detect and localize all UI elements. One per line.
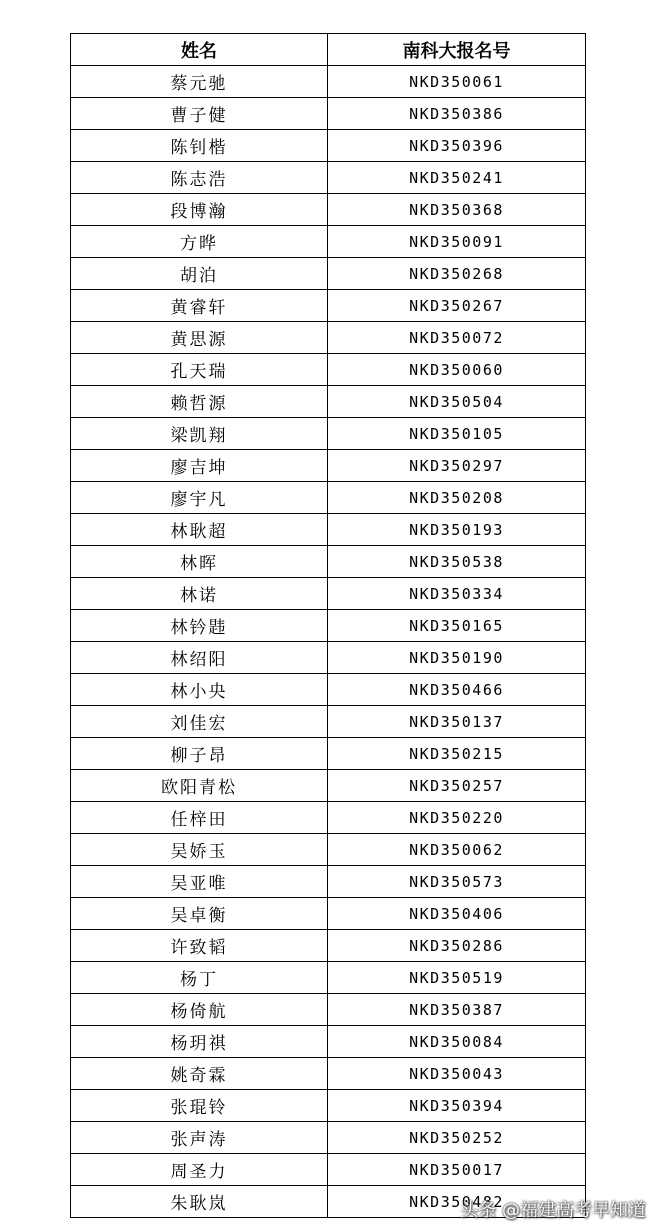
cell-reg-no: NKD350538 [328, 546, 586, 578]
cell-name: 林绍阳 [71, 642, 328, 674]
cell-reg-no: NKD350482 [328, 1186, 586, 1218]
table-row [71, 930, 586, 962]
table-row [71, 1122, 586, 1154]
table-row [71, 578, 586, 610]
cell-name: 刘佳宏 [71, 706, 328, 738]
table-row [71, 98, 586, 130]
table-row [71, 1154, 586, 1186]
cell-reg-no: NKD350165 [328, 610, 586, 642]
cell-name: 周圣力 [71, 1154, 328, 1186]
table-row [71, 130, 586, 162]
cell-name: 欧阳青松 [71, 770, 328, 802]
cell-reg-no: NKD350267 [328, 290, 586, 322]
table-row [71, 962, 586, 994]
table-row [71, 514, 586, 546]
table-row [71, 1026, 586, 1058]
table-row [71, 450, 586, 482]
cell-name: 吴娇玉 [71, 834, 328, 866]
table-row [71, 386, 586, 418]
cell-name: 方晔 [71, 226, 328, 258]
cell-name: 林小央 [71, 674, 328, 706]
table-row [71, 1090, 586, 1122]
cell-reg-no: NKD350406 [328, 898, 586, 930]
cell-name: 林钤韪 [71, 610, 328, 642]
column-header-reg-no: 南科大报名号 [328, 34, 586, 66]
cell-reg-no: NKD350215 [328, 738, 586, 770]
cell-name: 张琨铃 [71, 1090, 328, 1122]
cell-name: 陈志浩 [71, 162, 328, 194]
cell-reg-no: NKD350394 [328, 1090, 586, 1122]
cell-reg-no: NKD350084 [328, 1026, 586, 1058]
cell-name: 许致韬 [71, 930, 328, 962]
cell-reg-no: NKD350286 [328, 930, 586, 962]
cell-name: 黄睿轩 [71, 290, 328, 322]
cell-reg-no: NKD350208 [328, 482, 586, 514]
cell-reg-no: NKD350504 [328, 386, 586, 418]
table-row [71, 1058, 586, 1090]
cell-reg-no: NKD350220 [328, 802, 586, 834]
cell-name: 廖吉坤 [71, 450, 328, 482]
cell-name: 林晖 [71, 546, 328, 578]
cell-name: 蔡元驰 [71, 66, 328, 98]
cell-reg-no: NKD350105 [328, 418, 586, 450]
cell-name: 孔天瑞 [71, 354, 328, 386]
cell-name: 吴亚唯 [71, 866, 328, 898]
cell-name: 张声涛 [71, 1122, 328, 1154]
cell-name: 任梓田 [71, 802, 328, 834]
table-row [71, 642, 586, 674]
cell-reg-no: NKD350193 [328, 514, 586, 546]
cell-reg-no: NKD350241 [328, 162, 586, 194]
table-row [71, 226, 586, 258]
cell-reg-no: NKD350466 [328, 674, 586, 706]
table-row [71, 258, 586, 290]
table-row [71, 674, 586, 706]
cell-name: 吴卓衡 [71, 898, 328, 930]
cell-reg-no: NKD350386 [328, 98, 586, 130]
table-row [71, 866, 586, 898]
table-row [71, 322, 586, 354]
table-header-row [71, 34, 586, 66]
cell-name: 廖宇凡 [71, 482, 328, 514]
cell-reg-no: NKD350072 [328, 322, 586, 354]
table-row [71, 834, 586, 866]
cell-name: 胡泊 [71, 258, 328, 290]
table-row [71, 738, 586, 770]
table-row [71, 194, 586, 226]
table-row [71, 482, 586, 514]
cell-name: 段博瀚 [71, 194, 328, 226]
cell-name: 柳子昂 [71, 738, 328, 770]
column-header-name: 姓名 [71, 34, 328, 66]
cell-name: 赖哲源 [71, 386, 328, 418]
table-row [71, 162, 586, 194]
cell-name: 杨丁 [71, 962, 328, 994]
table-row [71, 770, 586, 802]
table-body [71, 66, 586, 1218]
cell-reg-no: NKD350190 [328, 642, 586, 674]
cell-reg-no: NKD350137 [328, 706, 586, 738]
cell-name: 曹子健 [71, 98, 328, 130]
cell-reg-no: NKD350252 [328, 1122, 586, 1154]
cell-reg-no: NKD350017 [328, 1154, 586, 1186]
cell-reg-no: NKD350573 [328, 866, 586, 898]
table-row [71, 802, 586, 834]
table-row [71, 706, 586, 738]
cell-name: 梁凯翔 [71, 418, 328, 450]
cell-reg-no: NKD350257 [328, 770, 586, 802]
cell-name: 黄思源 [71, 322, 328, 354]
source-watermark: 头条 @福建高考早知道 [460, 1200, 646, 1221]
cell-reg-no: NKD350368 [328, 194, 586, 226]
table-row [71, 610, 586, 642]
cell-reg-no: NKD350268 [328, 258, 586, 290]
table-row [71, 354, 586, 386]
table-row [71, 66, 586, 98]
cell-reg-no: NKD350387 [328, 994, 586, 1026]
table-row [71, 546, 586, 578]
table-row [71, 418, 586, 450]
cell-reg-no: NKD350091 [328, 226, 586, 258]
cell-name: 林诺 [71, 578, 328, 610]
cell-name: 陈钊楷 [71, 130, 328, 162]
table-row [71, 898, 586, 930]
cell-reg-no: NKD350297 [328, 450, 586, 482]
cell-reg-no: NKD350060 [328, 354, 586, 386]
table-row [71, 994, 586, 1026]
cell-name: 林耿超 [71, 514, 328, 546]
cell-name: 朱耿岚 [71, 1186, 328, 1218]
cell-reg-no: NKD350062 [328, 834, 586, 866]
cell-reg-no: NKD350061 [328, 66, 586, 98]
cell-reg-no: NKD350334 [328, 578, 586, 610]
cell-reg-no: NKD350043 [328, 1058, 586, 1090]
cell-reg-no: NKD350396 [328, 130, 586, 162]
cell-name: 杨玥祺 [71, 1026, 328, 1058]
table-row [71, 290, 586, 322]
cell-name: 姚奇霖 [71, 1058, 328, 1090]
roster-table [70, 33, 586, 1218]
cell-name: 杨倚航 [71, 994, 328, 1026]
cell-reg-no: NKD350519 [328, 962, 586, 994]
